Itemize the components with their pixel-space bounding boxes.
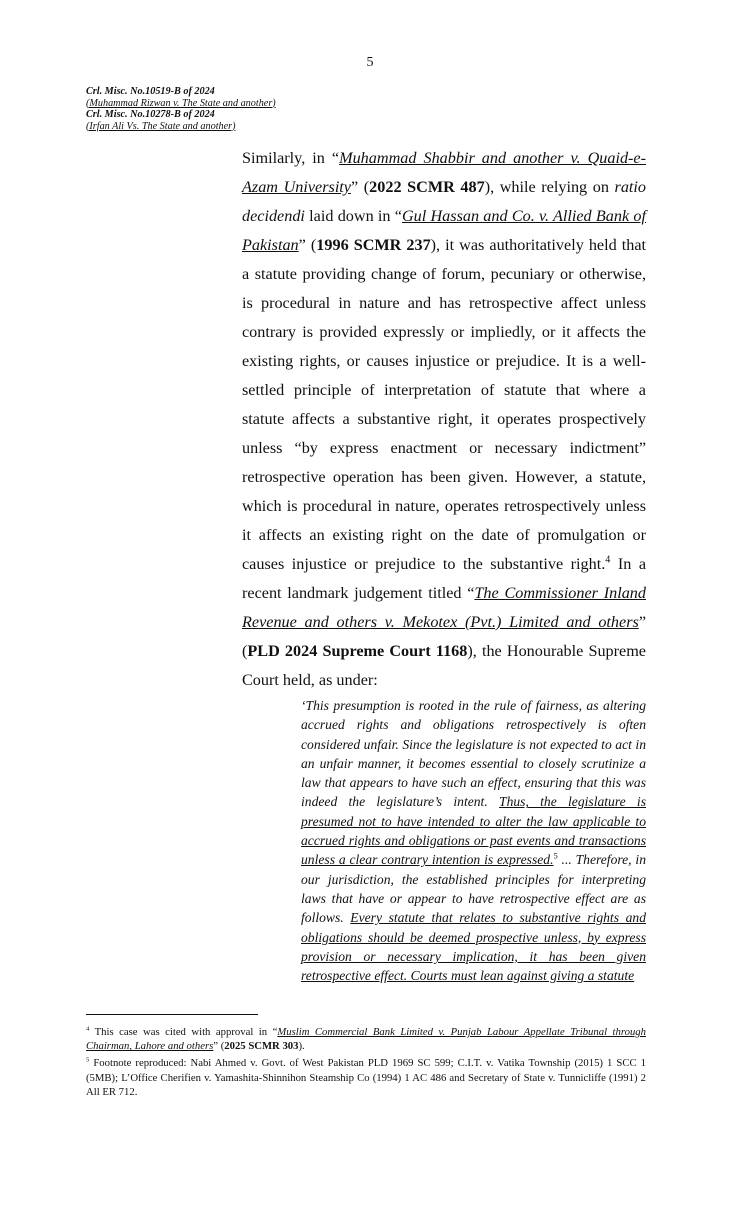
footnote-divider [86,1014,258,1015]
text-run: ), while relying on [484,178,615,196]
paragraph [242,144,646,695]
text-run: ” ( [351,178,370,196]
footnote-5 [86,1056,646,1099]
quote-paragraph [301,696,646,985]
quote-underlined-text: Thus, the legislature is presumed not to have intended to alter the law applicable to accrued rights and obligations or past events and transactions unless a clear contrary intention is expressed. [301,794,646,868]
footnote-number: 5 [86,1056,90,1064]
text-run: Similarly, in “ [242,149,340,167]
case-title-1: (Muhammad Rizwan v. The State and another) [86,97,276,109]
case-number-2: Crl. Misc. No.10278-B of 2024 [86,109,215,120]
quote-text: ‘This presumption is rooted in the rule of fairness, as altering accrued rights and obligations retrospectively is often considered unfair. Since the legislature is not expected to act in an unfair manner, it becomes essential to closely scrutinize a law that appears to have such an effect, ensuring that this was indeed the legislature’s intent. [301,698,646,810]
footnote-ref-4[interactable]: 4 [605,554,611,566]
text-run: ), the Honourable Supreme Court held, as under: [242,642,646,689]
law-report-citation: 1996 SCMR 237 [316,236,431,254]
text-run: In a recent landmark judgement titled “ [242,555,647,602]
page-number: 5 [366,55,374,70]
footnote-number: 4 [86,1025,90,1033]
case-header [86,86,276,132]
quote-text: ... Therefore, in our jurisdiction, the established principles for interpreting laws that have or appear to have retrospective effect are as follows. [301,852,647,926]
footnote-text: This case was cited with approval in “ [89,1026,278,1038]
footnote-ref-5[interactable]: 5 [553,850,558,861]
footnote-4 [86,1025,646,1053]
latin-term: ratio decidendi [242,178,646,225]
text-run: ” ( [242,613,646,660]
footnote-text: ” ( [213,1040,225,1053]
law-report-citation: 2022 SCMR 487 [369,178,485,196]
footnote-text: Footnote reproduced: Nabi Ahmed v. Govt. of West Pakistan PLD 1969 SC 599; C.I.T. v. Vatika Township (2015) 1 SCC 1 (5MB); L’Office Cherifien v. Yamashita-Shinnihon Steamship Co (1994) 1 AC 486 and Secretary of State v. Tunnicliffe (1991) 2 All ER 712. [86,1057,646,1098]
footnote-case-citation: Muslim Commercial Bank Limited v. Punjab Labour Appellate Tribunal through Chairman, Lahore and others [86,1026,646,1053]
case-citation-shabbir: Muhammad Shabbir and another v. Quaid-e-Azam University [242,149,646,196]
block-quote [301,696,646,985]
footnotes [86,1025,646,1102]
case-title-2: (Irfan Ali Vs. The State and another) [86,120,236,132]
law-report-citation: PLD 2024 Supreme Court 1168 [247,642,468,660]
judgment-paragraph [242,144,646,695]
text-run: laid down in “ [304,207,402,225]
footnote-text: ). [298,1040,305,1053]
text-run: ” ( [298,236,317,254]
case-citation-mekotex: The Commissioner Inland Revenue and others v. Mekotex (Pvt.) Limited and others [242,584,646,631]
text-run: ), it was authoritatively held that a statute providing change of forum, pecuniary or otherwise, is procedural in nature and has retrospective affect unless contrary is provided expressly or impliedly, or it affects the existing rights, or causes injustice or prejudice. It is a well-settled principle of interpretation of statute that where a statute affects a substantive right, it operates prospectively unless “by express enactment or necessary indictment” retrospective operation has been given. However, a statute, which is procedural in nature, operates retrospectively unless it affects an existing right on the date of promulgation or causes injustice or prejudice to the substantive right. [242,236,646,573]
case-citation-gul-hassan: Gul Hassan and Co. v. Allied Bank of Pakistan [242,207,646,254]
quote-underlined-text: Every statute that relates to substantive rights and obligations should be deemed prospective unless, by express provision or necessary implication, it has been given retrospective effect. Courts must lean against giving a statute [301,910,647,984]
case-number-1: Crl. Misc. No.10519-B of 2024 [86,86,215,97]
footnote-law-report: 2025 SCMR 303 [224,1040,299,1053]
